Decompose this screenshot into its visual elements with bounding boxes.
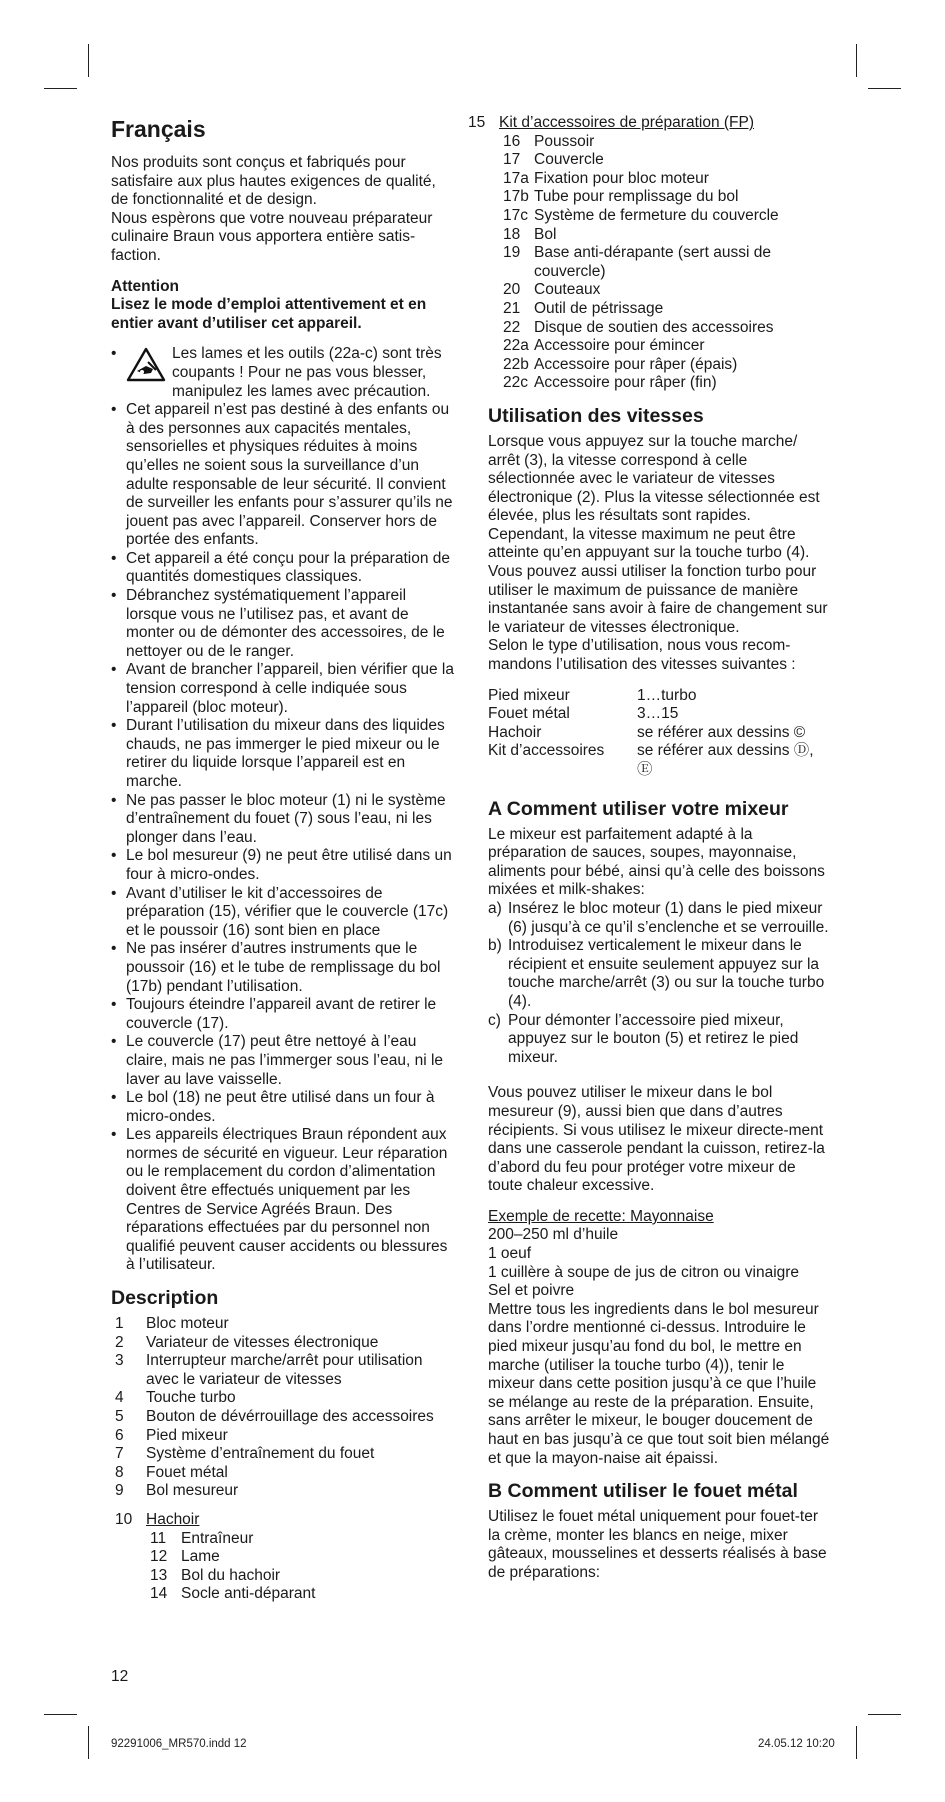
table-row: Hachoir se référer aux dessins ©	[488, 723, 806, 741]
crop-mark	[88, 44, 89, 77]
section-a-paragraph: Le mixeur est parfaitement adapté à la préparation de sauces, soupes, mayonnaise, aliments pour bébé, ainsi qu’à celle des boissons mixées et milk-shakes:	[488, 825, 825, 899]
speeds-heading: Utilisation des vitesses	[488, 404, 704, 427]
description-item: 1 Bloc moteur	[115, 1315, 229, 1333]
kit-item: 22b Accessoire pour râper (épais)	[503, 355, 738, 373]
kit-item: 17a Fixation pour bloc moteur	[503, 169, 709, 187]
kit-item: 18 Bol	[503, 225, 557, 243]
attention-text: Lisez le mode d’emploi attentivement et en entier avant d’utiliser cet appareil.	[111, 296, 427, 332]
section-b-heading: B Comment utiliser le fouet métal	[488, 1480, 798, 1503]
hachoir-item: 11 Entraîneur	[150, 1529, 254, 1547]
kit-item: 19 Base anti-dérapante (sert aussi de couvercle)	[503, 244, 771, 280]
intro-paragraph: Nos produits sont conçus et fabriqués pour satisfaire aux plus hautes exigences de qualité, de fonctionnalité et de design.	[111, 154, 436, 209]
attention-heading: Attention	[111, 277, 180, 295]
step-item: c) Pour démonter l’accessoire pied mixeur, appuyez sur le bouton (5) et retirez le pied mixeur.	[488, 1011, 799, 1066]
list-item: • Avant d’utiliser le kit d’accessoires de préparation (15), vérifier que le couvercle (17c) et le poussoir (16) sont bien en place	[111, 885, 456, 941]
footer-file: 92291006_MR570.indd 12	[111, 1738, 247, 1750]
list-item: • Cet appareil a été conçu pour la préparation de quantités domestiques classiques.	[111, 550, 456, 587]
list-item: • Ne pas passer le bloc moteur (1) ni le système d’entraînement du fouet (7) sous l’eau, ni les plonger dans l’eau.	[111, 792, 456, 848]
kit-item: 17 Couvercle	[503, 151, 604, 169]
description-item: 8 Fouet métal	[115, 1463, 228, 1481]
kit-item: 17b Tube pour remplissage du bol	[503, 188, 739, 206]
crop-mark	[856, 44, 857, 77]
warning-item	[126, 345, 456, 401]
step-item: a) Insérez le bloc moteur (1) dans le pied mixeur (6) jusqu’à ce qu’il s’enclenche et se verrouille.	[488, 899, 829, 936]
list-item: • Le couvercle (17) peut être nettoyé à l’eau claire, mais ne pas l’immerger sous l’eau, ni le laver au lave vaisselle.	[111, 1033, 456, 1089]
intro-paragraph: Nous espèrons que votre nouveau préparateur culinaire Braun vous apportera entière satis-faction.	[111, 209, 433, 264]
list-item: • Toujours éteindre l’appareil avant de retirer le couvercle (17).	[111, 996, 456, 1033]
kit-item: 17c Système de fermeture du couvercle	[503, 206, 779, 224]
warning-text: • Les lames et les outils (22a-c) sont très coupants ! Pour ne pas vous blesser, manipulez les lames avec précaution.	[172, 345, 442, 400]
crop-mark	[88, 1726, 89, 1759]
right-column	[468, 114, 833, 1583]
footer-date: 24.05.12 10:20	[758, 1738, 835, 1750]
crop-mark	[856, 1726, 857, 1759]
page-title: Français	[111, 116, 206, 142]
kit-item: 16 Poussoir	[503, 132, 595, 150]
step-item: b) Introduisez verticalement le mixeur dans le récipient et ensuite seulement appuyez sur la touche marche/arrêt (3) ou sur la touche turbo (4).	[488, 937, 825, 1010]
blade-warning-icon	[126, 347, 166, 383]
description-item: 6 Pied mixeur	[115, 1426, 228, 1444]
table-row: Pied mixeur 1…turbo	[488, 686, 697, 704]
crop-mark	[44, 88, 77, 89]
speeds-paragraph: Selon le type d’utilisation, nous vous recom-mandons l’utilisation des vitesses suivantes :	[488, 637, 796, 674]
safety-list	[111, 345, 456, 1275]
description-item: 3 Interrupteur marche/arrêt pour utilisation avec le variateur de vitesses	[115, 1352, 423, 1388]
recipe-line: 1 cuillère à soupe de jus de citron ou vinaigre	[488, 1263, 800, 1281]
recipe-text: Mettre tous les ingredients dans le bol mesureur dans l’ordre mentionné ci-dessus. Introduire le pied mixeur jusqu’au fond du bol, le mettre en marche (utiliser la touche turbo (4)), tenir le mixeur dans cette position jusqu’à ce que l’huile se mélange au reste de la préparation. Ensuite, sans arrêter le mixeur, le bouger doucement de haut en bas jusqu’à ce que tout soit bien mélangé et que la mayon-naise ait épaissi.	[488, 1300, 830, 1467]
recipe-title: Exemple de recette: Mayonnaise	[488, 1207, 714, 1225]
section-a-steps	[488, 900, 833, 1067]
kit-item: 20 Couteaux	[503, 281, 601, 299]
crop-mark	[868, 88, 901, 89]
hachoir-heading: 10 Hachoir	[115, 1510, 200, 1528]
list-item: • Le bol mesureur (9) ne peut être utilisé dans un four à micro-ondes.	[111, 847, 456, 884]
description-item: 2 Variateur de vitesses électronique	[115, 1333, 379, 1351]
list-item: • Débranchez systématiquement l’appareil lorsque vous ne l’utilisez pas, et avant de monter ou de démonter des accessoires, de le nettoyer ou de le ranger.	[111, 587, 456, 661]
speeds-paragraph: Lorsque vous appuyez sur la touche marche/ arrêt (3), la vitesse correspond à celle sélectionnée avec le variateur de vitesses électronique (2). Plus la vitesse sélectionnée est élevée, plus les résultats sont rapides. Cependant, la vitesse maximum ne peut être atteinte qu’en appuyant sur la touche turbo (4). Vous pouvez aussi utiliser la fonction turbo pour utiliser le maximum de puissance de manière instantanée sans avoir à faire de changement sur le variateur de vitesses électronique.	[488, 432, 828, 636]
kit-heading: 15 Kit d’accessoires de préparation (FP)	[468, 114, 755, 131]
section-a-paragraph: Vous pouvez utiliser le mixeur dans le bol mesureur (9), aussi bien que dans d’autres récipients. Si vous utilisez le mixeur directe-ment dans une casserole pendant la cuisson, retirez-la d’abord du feu pour protéger votre mixeur de toute chaleur excessive.	[488, 1084, 825, 1195]
speeds-table	[488, 687, 833, 780]
recipe-line: 1 oeuf	[488, 1245, 532, 1263]
hachoir-item: 14 Socle anti-déparant	[150, 1585, 316, 1603]
kit-item: 22 Disque de soutien des accessoires	[503, 318, 774, 336]
hachoir-item: 12 Lame	[150, 1548, 220, 1566]
table-row: Fouet métal 3…15	[488, 705, 679, 723]
section-a-heading: A Comment utiliser votre mixeur	[488, 797, 789, 820]
left-column	[111, 114, 456, 1604]
kit-item: 22c Accessoire pour râper (fin)	[503, 374, 717, 392]
list-item: • Ne pas insérer d’autres instruments que le poussoir (16) et le tube de remplissage du bol (17b) pendant l’utilisation.	[111, 940, 456, 996]
kit-item: 22a Accessoire pour émincer	[503, 337, 705, 355]
description-item: 9 Bol mesureur	[115, 1482, 239, 1500]
kit-item: 21 Outil de pétrissage	[503, 299, 664, 317]
kit-list	[499, 133, 833, 393]
list-item: • Le bol (18) ne peut être utilisé dans un four à micro-ondes.	[111, 1089, 456, 1126]
recipe-line: Sel et poivre	[488, 1282, 575, 1300]
crop-mark	[44, 1714, 77, 1715]
list-item	[111, 345, 456, 401]
description-item: 7 Système d’entraînement du fouet	[115, 1445, 375, 1463]
table-row: Kit d’accessoires se référer aux dessins Ⓓ, Ⓔ	[488, 742, 814, 778]
list-item: • Avant de brancher l’appareil, bien vérifier que la tension correspond à celle indiquée sous l’appareil (bloc moteur).	[111, 661, 456, 717]
description-item: 5 Bouton de dévérrouillage des accessoires	[115, 1408, 434, 1425]
list-item: • Les appareils électriques Braun répondent aux normes de sécurité en vigueur. Leur réparation ou le remplacement du cordon d’alimentation doivent être effectués uniquement par les Centres de Service Agréés Braun. Des réparations effectuées par du personnel non qualifié peuvent causer accidents ou blessures à l’utilisateur.	[111, 1126, 456, 1275]
description-list	[111, 1315, 456, 1501]
hachoir-item: 13 Bol du hachoir	[150, 1566, 281, 1584]
recipe-line: 200–250 ml d’huile	[488, 1226, 619, 1244]
description-item: 4 Touche turbo	[115, 1389, 236, 1407]
page-number: 12	[111, 1668, 129, 1685]
hachoir-list	[146, 1530, 456, 1604]
section-b-paragraph: Utilisez le fouet métal uniquement pour fouet-ter la crème, monter les blancs en neige, mixer gâteaux, mousselines et desserts réalisés à base de préparations:	[488, 1508, 827, 1581]
list-item: • Cet appareil n’est pas destiné à des enfants ou à des personnes aux capacités mentales, sensorielles et physiques réduites à moins qu’elles ne soient sous la surveillance d’un adulte responsable de leur sécurité. Il convient de surveiller les enfants pour s’assurer qu’ils ne jouent pas avec l’appareil. Conserver hors de portée des enfants.	[111, 401, 456, 550]
crop-mark	[868, 1714, 901, 1715]
list-item: • Durant l’utilisation du mixeur dans des liquides chauds, ne pas immerger le pied mixeur ou le retirer du liquide lorsque l’appareil est en marche.	[111, 717, 456, 791]
description-heading: Description	[111, 1287, 219, 1310]
